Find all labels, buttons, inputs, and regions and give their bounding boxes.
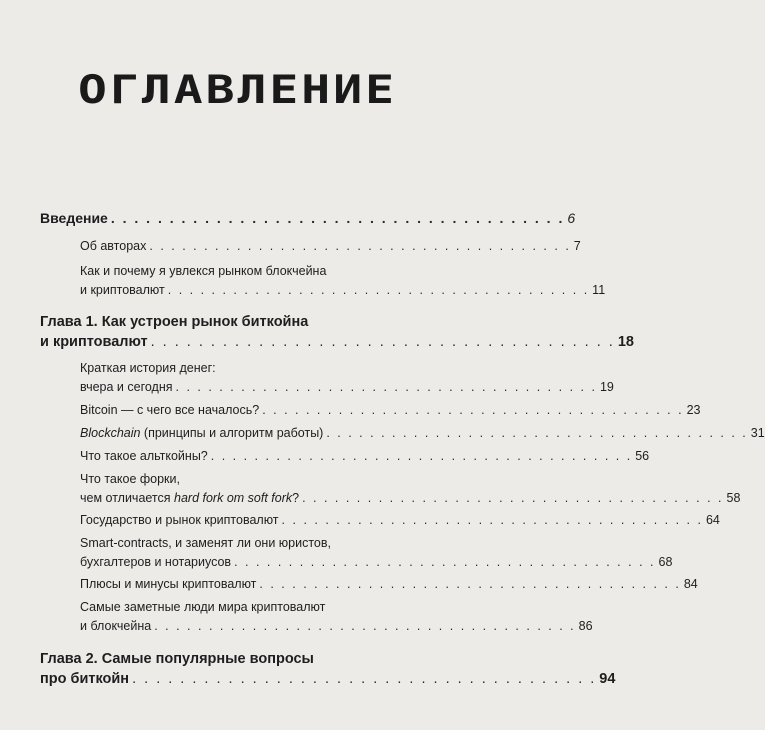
- toc-entry-forks[interactable]: [80, 491, 741, 505]
- toc-page-number: 64: [705, 513, 720, 527]
- toc-chapter-1[interactable]: [40, 334, 634, 350]
- toc-entry-label: про биткойн: [40, 671, 130, 687]
- toc-page-number: 94: [599, 671, 616, 687]
- toc-page-number: 18: [617, 334, 634, 350]
- toc-entry-label: [80, 426, 323, 440]
- toc-entry-label-italic: hard fork от soft fork: [174, 491, 293, 505]
- toc-entry-notable-people-line1[interactable]: Самые заметные люди мира криптовалют: [80, 600, 326, 614]
- dot-leader: . . . . . . . . . . . . . . . . . . . . . . . . . . . . . . . . . . . . . . .: [150, 334, 615, 350]
- toc-entry-bitcoin[interactable]: [80, 403, 701, 417]
- toc-entry-label-end: ?: [292, 491, 300, 505]
- toc-page-number: 7: [573, 239, 581, 253]
- toc-entry-label: Что такое альткойны?: [80, 449, 208, 463]
- toc-page-number: 58: [726, 491, 741, 505]
- toc-entry-how-why-line1[interactable]: Как и почему я увлекся рынком блокчейна: [80, 264, 327, 278]
- toc-entry-intro[interactable]: [40, 210, 576, 226]
- toc-entry-label-plain: чем отличается: [80, 491, 175, 505]
- dot-leader: . . . . . . . . . . . . . . . . . . . . . . . . . . . . . . . . . . . . . . .: [302, 491, 724, 505]
- dot-leader: . . . . . . . . . . . . . . . . . . . . . . . . . . . . . . . . . . . . . . .: [262, 403, 684, 417]
- toc-entry-history[interactable]: [80, 380, 614, 394]
- toc-entry-smart-contracts-line1[interactable]: Smart-contracts, и заменят ли они юристов,: [80, 536, 331, 550]
- toc-entry-label: и блокчейна: [80, 619, 152, 633]
- toc-page-number: 56: [635, 449, 650, 463]
- dot-leader: . . . . . . . . . . . . . . . . . . . . . . . . . . . . . . . . . . . . . . .: [132, 671, 597, 687]
- toc-entry-notable-people[interactable]: [80, 619, 593, 633]
- dot-leader: . . . . . . . . . . . . . . . . . . . . . . . . . . . . . . . . . . . . . . .: [210, 449, 633, 463]
- toc-entry-label: Введение: [40, 210, 108, 226]
- dot-leader: . . . . . . . . . . . . . . . . . . . . . . . . . . . . . . . . . . . . . . .: [259, 577, 681, 591]
- toc-entry-blockchain[interactable]: [80, 426, 765, 440]
- toc-page-number: 19: [599, 380, 614, 394]
- dot-leader: . . . . . . . . . . . . . . . . . . . . . . . . . . . . . . . . . . . . . . .: [234, 555, 656, 569]
- toc-entry-how-why[interactable]: [80, 283, 606, 297]
- toc-entry-label: и криптовалют: [80, 283, 165, 297]
- toc-entry-label-italic: Blockchain: [80, 426, 141, 440]
- toc-entry-altcoins[interactable]: [80, 449, 650, 463]
- toc-page-number: 11: [592, 283, 606, 297]
- dot-leader: . . . . . . . . . . . . . . . . . . . . . . . . . . . . . . . . . . . . . . .: [167, 283, 590, 297]
- toc-chapter-2-line1[interactable]: Глава 2. Самые популярные вопросы: [40, 651, 314, 667]
- toc-page-number: 31: [750, 426, 765, 440]
- toc-entry-about-authors[interactable]: [80, 239, 581, 253]
- toc-entry-label: Плюсы и минусы криптовалют: [80, 577, 257, 591]
- toc-entry-pros-cons[interactable]: [80, 577, 698, 591]
- toc-page-number: 6: [567, 210, 576, 226]
- toc-entry-label: Об авторах: [80, 239, 147, 253]
- toc-entry-history-line1[interactable]: Краткая история денег:: [80, 361, 216, 375]
- toc-entry-label: Bitcoin — с чего все началось?: [80, 403, 260, 417]
- dot-leader: . . . . . . . . . . . . . . . . . . . . . . . . . . . . . . . . . . . . . . .: [149, 239, 571, 253]
- toc-page-number: 23: [686, 403, 701, 417]
- dot-leader: . . . . . . . . . . . . . . . . . . . . . . . . . . . . . . . . . . . . . . .: [326, 426, 748, 440]
- toc-entry-smart-contracts[interactable]: [80, 555, 673, 569]
- dot-leader: . . . . . . . . . . . . . . . . . . . . . . . . . . . . . . . . . . . . . . .: [281, 513, 703, 527]
- toc-page-number: 68: [658, 555, 673, 569]
- page-title: ОГЛАВЛЕНИЕ: [78, 67, 397, 113]
- dot-leader: . . . . . . . . . . . . . . . . . . . . . . . . . . . . . . . . . . . . . . .: [154, 619, 576, 633]
- toc-entry-label: вчера и сегодня: [80, 380, 173, 394]
- toc-page-number: 86: [578, 619, 593, 633]
- toc-chapter-1-line1[interactable]: Глава 1. Как устроен рынок биткойна: [40, 314, 309, 330]
- toc-entry-label: и криптовалют: [40, 334, 148, 350]
- toc-entry-label: [80, 491, 299, 505]
- toc-entry-label-rest: (принципы и алгоритм работы): [140, 426, 324, 440]
- toc-entry-label: Государство и рынок криптовалют: [80, 513, 279, 527]
- dot-leader: . . . . . . . . . . . . . . . . . . . . . . . . . . . . . . . . . . . . . . .: [175, 380, 597, 394]
- toc-entry-forks-line1[interactable]: Что такое форки,: [80, 472, 180, 486]
- toc-entry-label: бухгалтеров и нотариусов: [80, 555, 232, 569]
- toc-chapter-2[interactable]: [40, 671, 616, 687]
- dot-leader: . . . . . . . . . . . . . . . . . . . . . . . . . . . . . . . . . . . . . . .: [110, 210, 565, 226]
- toc-page-number: 84: [683, 577, 698, 591]
- toc-entry-state[interactable]: [80, 513, 720, 527]
